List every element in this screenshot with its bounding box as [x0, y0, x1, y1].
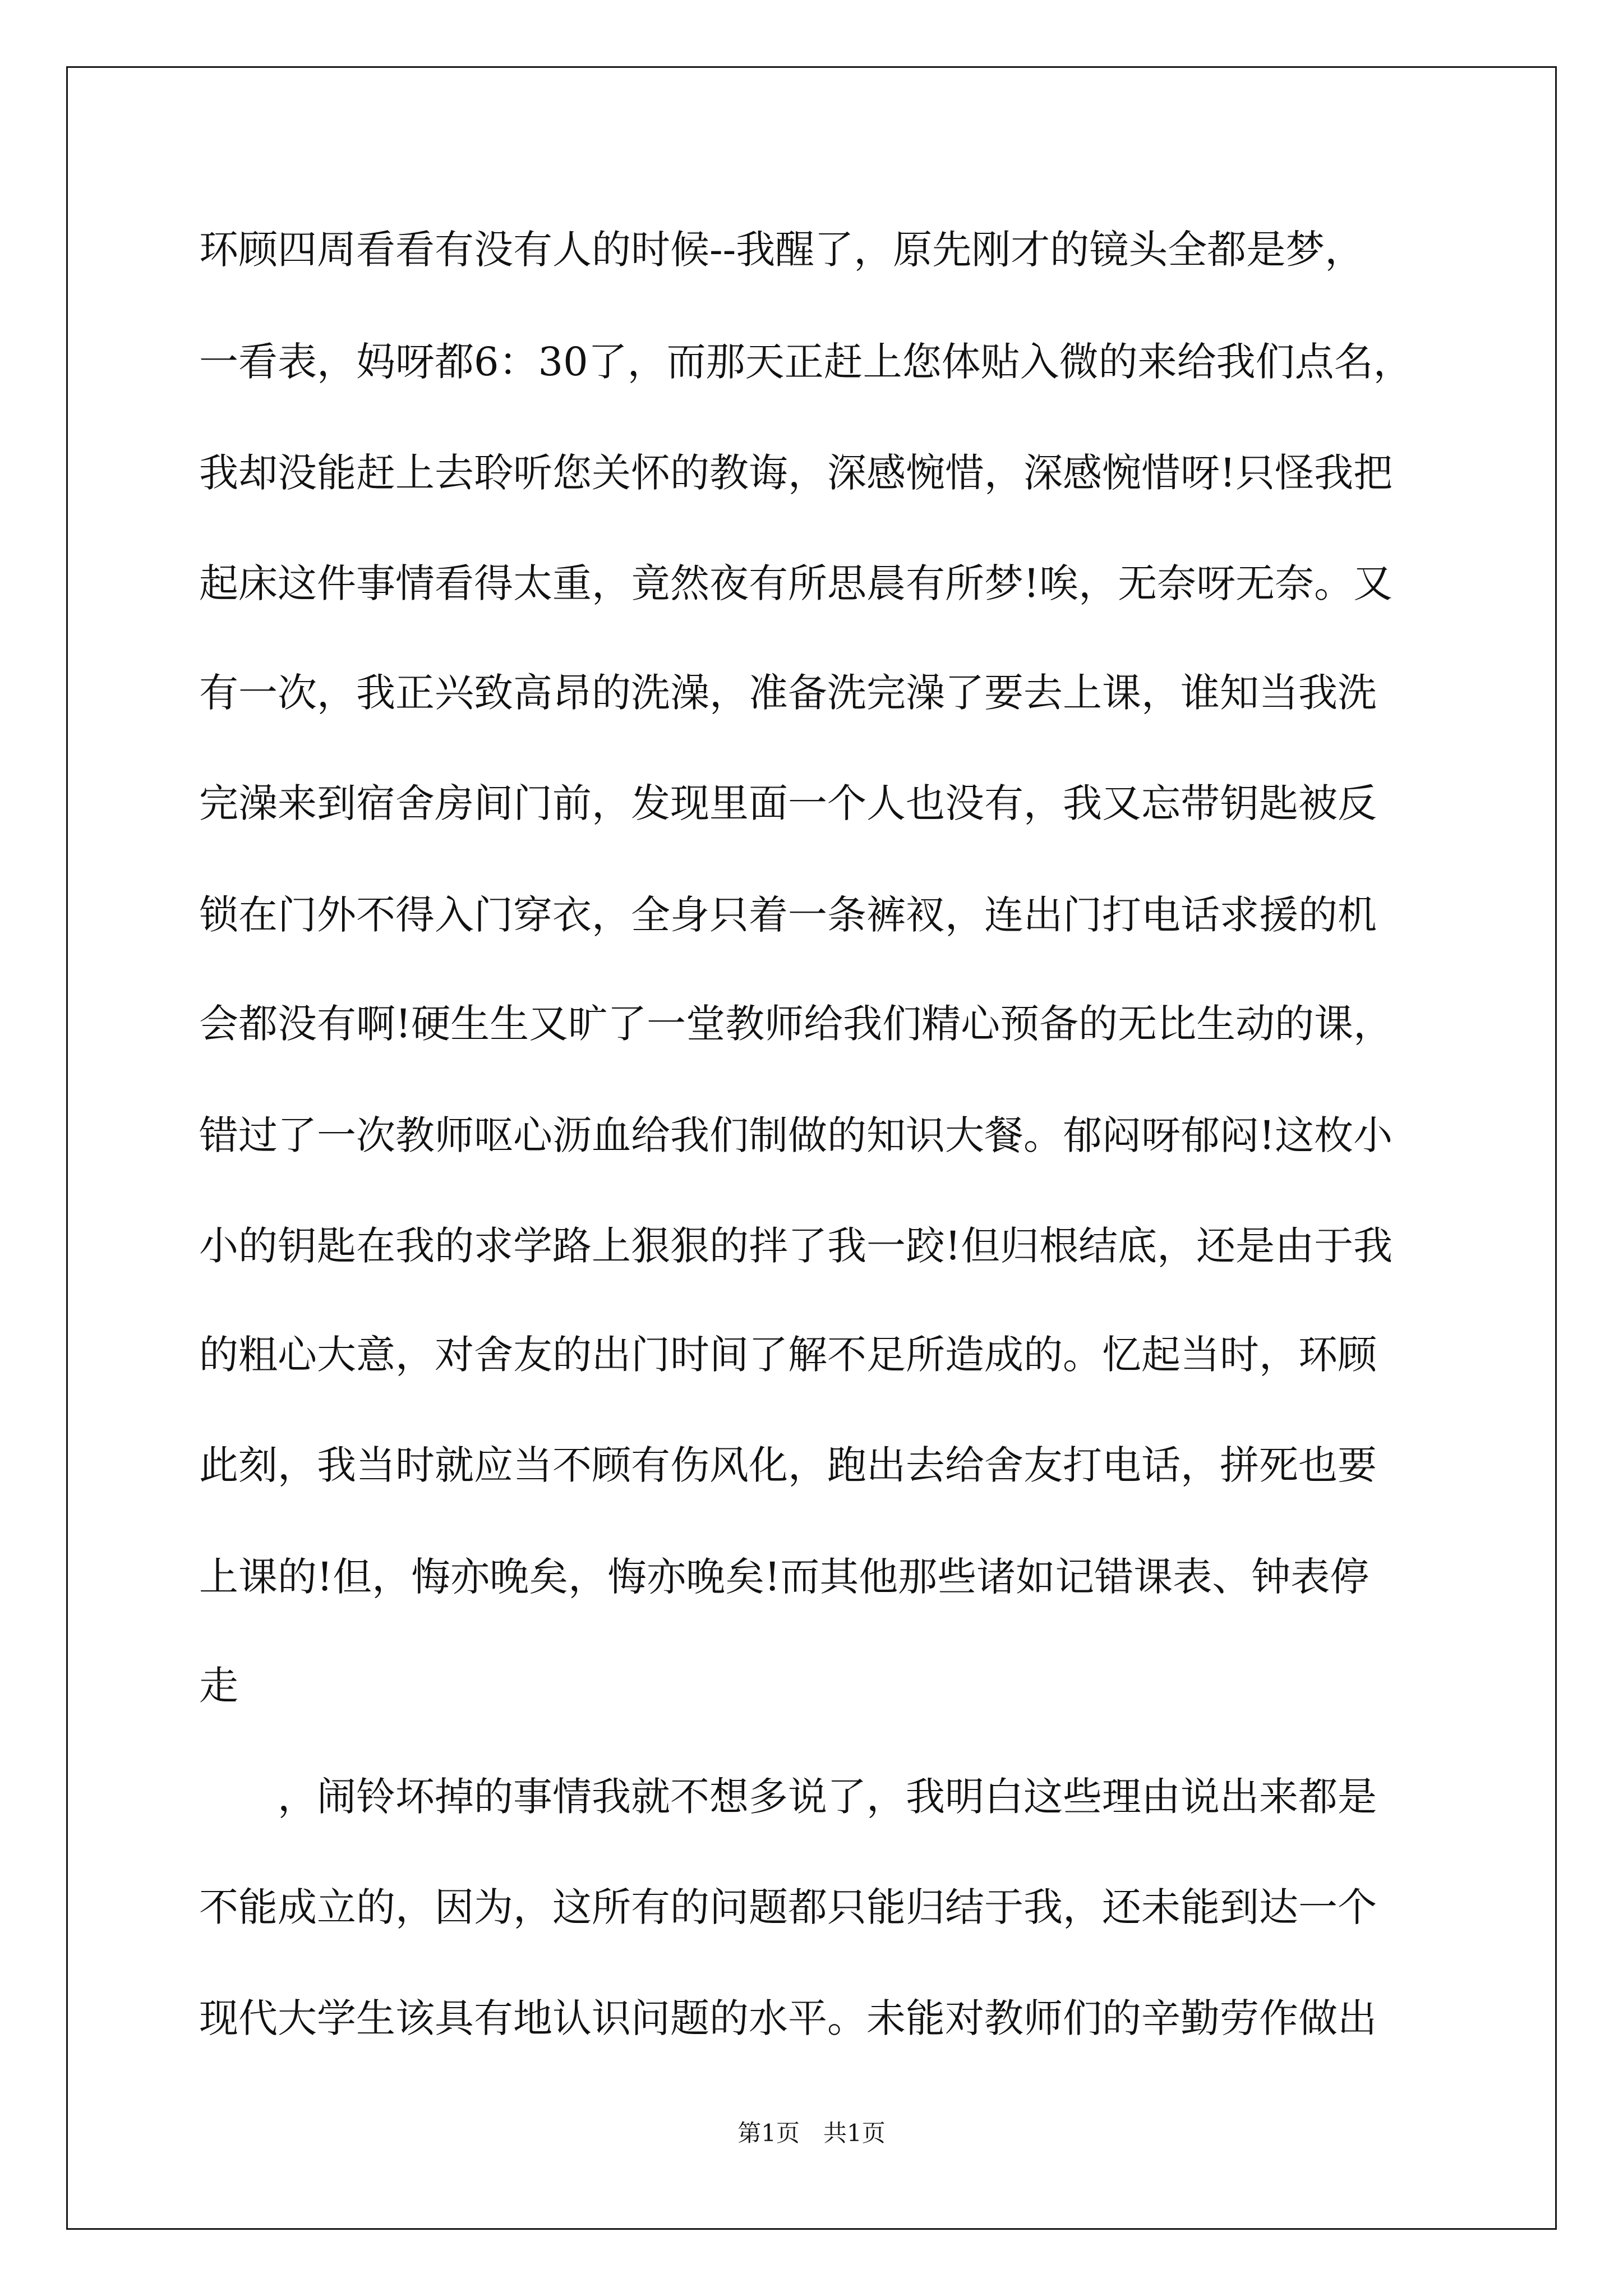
text-line: 有一次，我正兴致高昂的洗澡，准备洗完澡了要去上课，谁知当我洗 — [199, 670, 1377, 716]
text-line: 起床这件事情看得太重，竟然夜有所思晨有所梦!唉，无奈呀无奈。又 — [199, 560, 1393, 606]
text-line: 现代大学生该具有地认识问题的水平。未能对教师们的辛勤劳作做出 — [199, 1995, 1377, 2041]
page-number-footer: 第1页 共1页 — [737, 2119, 886, 2147]
text-line: 的粗心大意，对舍友的出门时间了解不足所造成的。忆起当时，环顾 — [199, 1332, 1377, 1378]
text-line: 会都没有啊!硬生生又旷了一堂教师给我们精心预备的无比生动的课， — [199, 1001, 1393, 1047]
text-line: 环顾四周看看有没有人的时候--我醒了，原先刚才的镜头全都是梦， — [199, 227, 1364, 273]
text-line: 一看表，妈呀都6：30了，而那天正赶上您体贴入微的来给我们点名， — [199, 339, 1413, 385]
text-line: 走 — [199, 1663, 238, 1709]
text-line: 错过了一次教师呕心沥血给我们制做的知识大餐。郁闷呀郁闷!这枚小 — [199, 1112, 1393, 1158]
text-line: 完澡来到宿舍房间门前，发现里面一个人也没有，我又忘带钥匙被反 — [199, 780, 1377, 826]
text-line: 上课的!但，悔亦晚矣，悔亦晚矣!而其他那些诸如记错课表、钟表停 — [199, 1554, 1370, 1600]
text-line: 我却没能赶上去聆听您关怀的教诲，深感惋惜，深感惋惜呀!只怪我把 — [199, 450, 1393, 496]
text-line: ，闹铃坏掉的事情我就不想多说了，我明白这些理由说出来都是 — [199, 1774, 1377, 1820]
text-line: 小的钥匙在我的求学路上狠狠的拌了我一跤!但归根结底，还是由于我 — [199, 1223, 1393, 1269]
text-line: 锁在门外不得入门穿衣，全身只着一条裤衩，连出门打电话求援的机 — [199, 892, 1377, 938]
text-line: 不能成立的，因为，这所有的问题都只能归结于我，还未能到达一个 — [199, 1884, 1377, 1930]
text-line: 此刻，我当时就应当不顾有伤风化，跑出去给舍友打电话，拼死也要 — [199, 1442, 1377, 1488]
